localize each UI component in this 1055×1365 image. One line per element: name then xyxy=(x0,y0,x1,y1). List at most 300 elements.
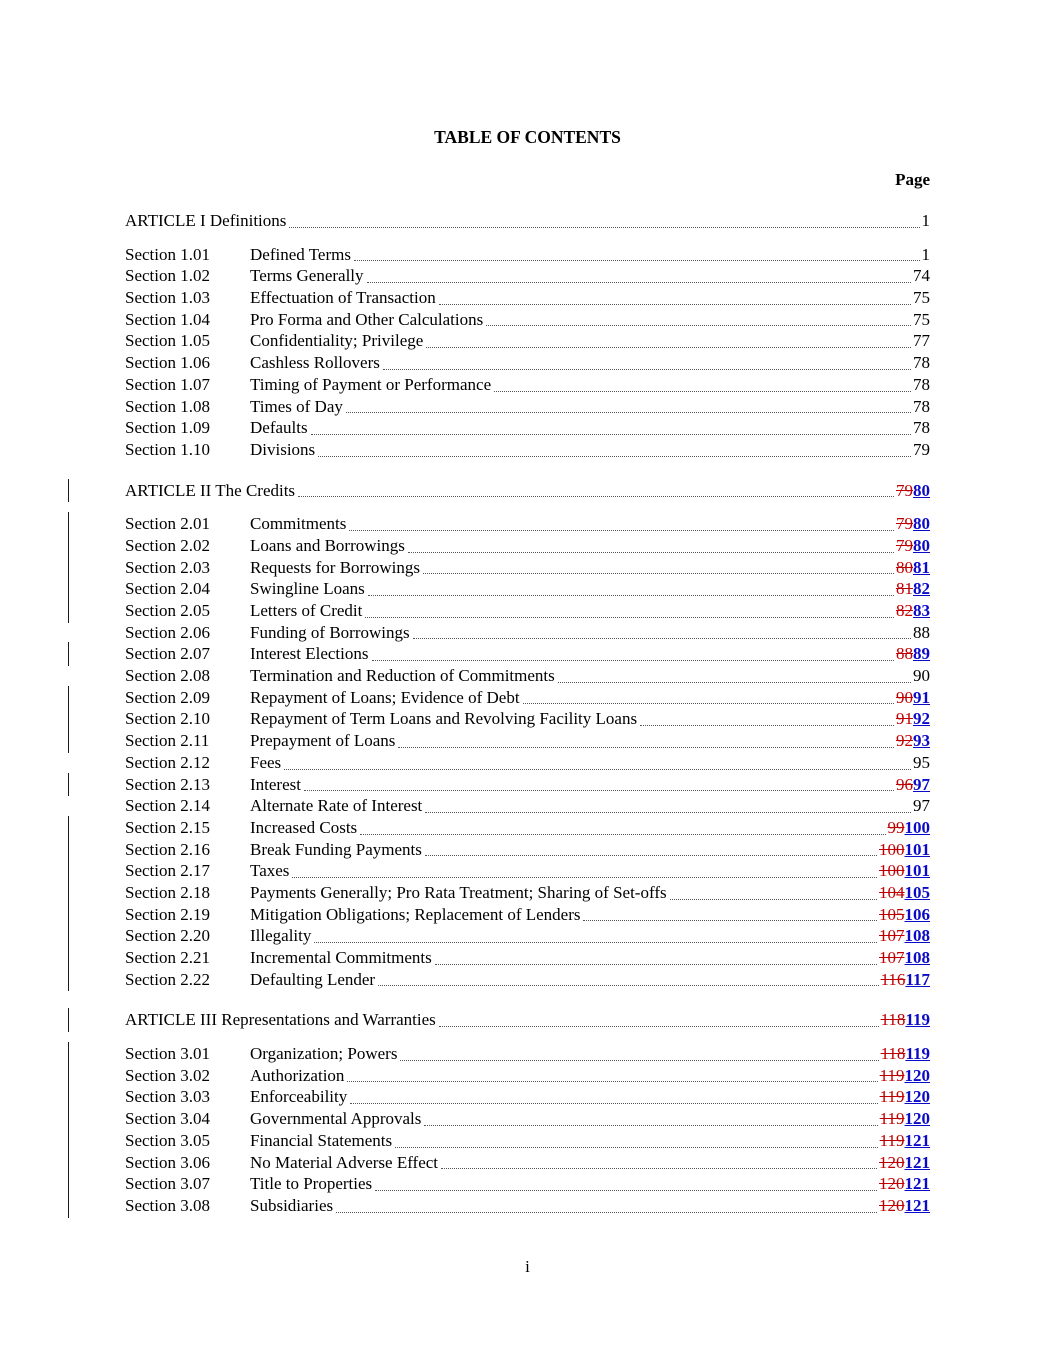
dotted-leader xyxy=(425,855,877,856)
dotted-leader xyxy=(426,347,911,348)
inserted-page-number: 121 xyxy=(904,1130,930,1150)
change-bar xyxy=(68,881,69,905)
section-number: Section 2.07 xyxy=(125,644,210,664)
toc-section-row xyxy=(125,839,930,861)
toc-section-row xyxy=(125,1173,930,1195)
deleted-page-number: 79 xyxy=(896,535,913,555)
section-number: Section 2.11 xyxy=(125,731,210,751)
page-column-label: Page xyxy=(895,170,930,189)
toc-section-row xyxy=(125,374,930,396)
deleted-page-number: 88 xyxy=(896,644,913,664)
section-title: Illegality xyxy=(250,926,312,946)
section-number: Section 3.02 xyxy=(125,1065,210,1085)
page-number xyxy=(896,480,930,502)
section-number: Section 2.06 xyxy=(125,622,210,642)
toc-section-row xyxy=(125,795,930,817)
section-number: Section 2.20 xyxy=(125,926,210,946)
section-number: Section 2.09 xyxy=(125,687,210,707)
section-title: Confidentiality; Privilege xyxy=(250,331,424,351)
toc-section-row xyxy=(125,882,930,904)
page-number xyxy=(896,513,930,535)
dotted-leader xyxy=(336,1212,877,1213)
section-title: No Material Adverse Effect xyxy=(250,1152,439,1172)
dotted-leader xyxy=(367,282,911,283)
dotted-leader xyxy=(439,1026,879,1027)
change-bar xyxy=(68,1172,69,1196)
section-number: Section 3.04 xyxy=(125,1109,210,1129)
toc-section-row xyxy=(125,417,930,439)
toc-section-row xyxy=(125,817,930,839)
dotted-leader xyxy=(558,682,911,683)
page-number-footer: i xyxy=(525,1257,530,1276)
page-number: 88 xyxy=(913,622,930,642)
toc-section-row xyxy=(125,687,930,709)
section-number: Section 2.10 xyxy=(125,709,210,729)
change-bar xyxy=(68,479,69,503)
section-title: Increased Costs xyxy=(250,817,358,837)
deleted-page-number: 82 xyxy=(896,601,913,620)
toc-section-row xyxy=(125,439,930,461)
change-bar xyxy=(68,642,69,666)
section-title: Break Funding Payments xyxy=(250,839,422,859)
change-bar xyxy=(68,707,69,731)
page-number xyxy=(879,925,930,947)
dotted-leader xyxy=(284,769,911,770)
change-bar xyxy=(68,773,69,797)
section-title: Timing of Payment or Performance xyxy=(250,374,492,394)
section-title: Incremental Commitments xyxy=(250,948,432,967)
inserted-page-number: 120 xyxy=(904,1087,930,1107)
page-number xyxy=(879,860,930,882)
section-title: Repayment of Term Loans and Revolving Facility Loans xyxy=(250,709,638,729)
page-number: 95 xyxy=(913,752,930,772)
toc-section-row xyxy=(125,513,930,535)
page-number: 1 xyxy=(921,211,930,230)
section-number: Section 1.05 xyxy=(125,331,210,351)
section-title: Title to Properties xyxy=(250,1174,373,1194)
toc-section-row xyxy=(125,708,930,730)
deleted-page-number: 119 xyxy=(879,1109,905,1129)
page-number: 90 xyxy=(913,666,930,686)
section-number: Section 2.14 xyxy=(125,796,210,816)
section-title: Alternate Rate of Interest xyxy=(250,796,423,816)
dotted-leader xyxy=(494,391,911,392)
inserted-page-number: 101 xyxy=(904,861,930,881)
dotted-leader xyxy=(349,530,894,531)
section-number: Section 1.03 xyxy=(125,288,210,308)
section-title: Payments Generally; Pro Rata Treatment; Sharing of Set-offs xyxy=(250,882,667,902)
dotted-leader xyxy=(298,496,894,497)
section-number: Section 1.04 xyxy=(125,309,210,329)
inserted-page-number: 80 xyxy=(913,480,930,500)
inserted-page-number: 119 xyxy=(905,1010,930,1030)
toc-section-row xyxy=(125,287,930,309)
dotted-leader xyxy=(360,834,885,835)
inserted-page-number: 121 xyxy=(904,1174,930,1194)
dotted-leader xyxy=(314,942,877,943)
page-number xyxy=(879,882,930,904)
dotted-leader xyxy=(486,325,911,326)
section-title: Loans and Borrowings xyxy=(250,535,405,555)
section-number: Section 2.21 xyxy=(125,948,210,967)
deleted-page-number: 116 xyxy=(880,969,906,989)
change-bar xyxy=(68,924,69,948)
page-number xyxy=(879,1173,930,1195)
page-number xyxy=(896,687,930,709)
toc-article-row xyxy=(125,210,930,232)
section-number: Section 1.10 xyxy=(125,439,210,459)
section-number: Section 2.01 xyxy=(125,514,210,534)
toc-section-row xyxy=(125,1043,930,1065)
deleted-page-number: 119 xyxy=(879,1065,905,1085)
deleted-page-number: 79 xyxy=(896,514,913,534)
change-bar xyxy=(68,599,69,623)
toc-section-row xyxy=(125,600,930,622)
dotted-leader xyxy=(365,617,894,618)
deleted-page-number: 120 xyxy=(879,1195,905,1215)
section-number: Section 1.09 xyxy=(125,418,210,438)
change-bar xyxy=(68,1151,69,1175)
toc-section-row xyxy=(125,860,930,882)
deleted-page-number: 99 xyxy=(887,817,905,837)
dotted-leader xyxy=(383,369,911,370)
section-number: Section 2.18 xyxy=(125,882,210,902)
toc-section-row xyxy=(125,1152,930,1174)
inserted-page-number: 89 xyxy=(913,644,930,664)
section-title: Terms Generally xyxy=(250,266,364,286)
page-number xyxy=(880,1108,930,1130)
page-number xyxy=(896,578,930,600)
inserted-page-number: 117 xyxy=(905,969,930,989)
section-title: Pro Forma and Other Calculations xyxy=(250,309,484,329)
inserted-page-number: 81 xyxy=(913,557,930,577)
section-title: Interest Elections xyxy=(250,644,369,664)
toc-section-row xyxy=(125,752,930,774)
section-title: Divisions xyxy=(250,439,316,459)
change-bar xyxy=(68,1107,69,1131)
deleted-page-number: 120 xyxy=(879,1174,905,1194)
dotted-leader xyxy=(318,456,911,457)
change-bar xyxy=(68,1042,69,1066)
section-title: Defaulting Lender xyxy=(250,969,376,989)
inserted-page-number: 108 xyxy=(904,948,930,967)
section-number: Section 1.01 xyxy=(125,244,210,264)
inserted-page-number: 82 xyxy=(913,579,930,599)
section-number: Section 2.05 xyxy=(125,601,210,620)
toc-section-row xyxy=(125,1130,930,1152)
inserted-page-number: 100 xyxy=(904,817,930,837)
inserted-page-number: 120 xyxy=(904,1109,930,1129)
article-label: ARTICLE II The Credits xyxy=(125,480,296,500)
dotted-leader xyxy=(368,595,894,596)
section-title: Enforceability xyxy=(250,1087,348,1107)
page-number: 1 xyxy=(921,244,930,264)
page-number xyxy=(879,839,930,861)
toc-section-row xyxy=(125,947,930,969)
dotted-leader xyxy=(378,985,878,986)
deleted-page-number: 90 xyxy=(896,687,913,707)
page-number: 74 xyxy=(913,266,930,286)
dotted-leader xyxy=(423,573,894,574)
section-number: Section 2.19 xyxy=(125,904,210,924)
page-number xyxy=(881,969,930,991)
deleted-page-number: 118 xyxy=(880,1010,906,1030)
change-bar xyxy=(68,903,69,927)
toc-section-row xyxy=(125,330,930,352)
change-bar xyxy=(68,534,69,558)
page-number: 77 xyxy=(913,331,930,351)
dotted-leader xyxy=(640,725,894,726)
change-bar xyxy=(68,686,69,710)
section-number: Section 2.16 xyxy=(125,839,210,859)
section-title: Termination and Reduction of Commitments xyxy=(250,666,555,686)
toc-section-row xyxy=(125,904,930,926)
dotted-leader xyxy=(347,1081,877,1082)
inserted-page-number: 101 xyxy=(904,839,930,859)
toc-section-row xyxy=(125,309,930,331)
toc-section-row xyxy=(125,396,930,418)
page-number: 97 xyxy=(913,796,930,816)
dotted-leader xyxy=(375,1190,877,1191)
change-bar xyxy=(68,1129,69,1153)
section-title: Funding of Borrowings xyxy=(250,622,410,642)
toc-list xyxy=(125,210,930,1217)
dotted-leader xyxy=(354,260,920,261)
dotted-leader xyxy=(435,964,877,965)
change-bar xyxy=(68,1064,69,1088)
inserted-page-number: 121 xyxy=(904,1195,930,1215)
section-title: Taxes xyxy=(250,861,290,881)
toc-section-row xyxy=(125,535,930,557)
dotted-leader xyxy=(311,434,911,435)
page-title: TABLE OF CONTENTS xyxy=(434,127,621,147)
inserted-page-number: 80 xyxy=(913,514,930,534)
toc-section-row xyxy=(125,578,930,600)
dotted-leader xyxy=(523,703,894,704)
article-label: ARTICLE III Representations and Warranties xyxy=(125,1010,436,1030)
toc-section-row xyxy=(125,557,930,579)
change-bar xyxy=(68,1085,69,1109)
section-number: Section 1.02 xyxy=(125,266,210,286)
section-title: Governmental Approvals xyxy=(250,1109,422,1129)
page-number: 75 xyxy=(913,288,930,308)
section-number: Section 3.03 xyxy=(125,1087,210,1107)
deleted-page-number: 92 xyxy=(896,731,913,751)
deleted-page-number: 120 xyxy=(879,1152,905,1172)
page-number xyxy=(879,947,930,969)
section-number: Section 2.22 xyxy=(125,969,210,989)
section-number: Section 3.05 xyxy=(125,1130,210,1150)
section-number: Section 2.15 xyxy=(125,817,210,837)
section-title: Requests for Borrowings xyxy=(250,557,420,577)
dotted-leader xyxy=(425,812,911,813)
deleted-page-number: 119 xyxy=(879,1130,905,1150)
section-number: Section 3.07 xyxy=(125,1174,210,1194)
change-bar xyxy=(68,816,69,840)
page-number xyxy=(896,557,930,579)
deleted-page-number: 105 xyxy=(879,904,905,924)
section-title: Repayment of Loans; Evidence of Debt xyxy=(250,687,520,707)
toc-section-row xyxy=(125,1195,930,1217)
section-title: Prepayment of Loans xyxy=(250,731,396,751)
page-number xyxy=(879,1152,930,1174)
toc-section-row xyxy=(125,1065,930,1087)
deleted-page-number: 80 xyxy=(896,557,913,577)
page-number: 78 xyxy=(913,353,930,373)
deleted-page-number: 107 xyxy=(879,948,905,967)
dotted-leader xyxy=(400,1060,878,1061)
page-number xyxy=(896,600,930,622)
section-number: Section 3.08 xyxy=(125,1195,210,1215)
dotted-leader xyxy=(395,1147,878,1148)
toc-section-row xyxy=(125,244,930,266)
toc-section-row xyxy=(125,925,930,947)
section-title: Fees xyxy=(250,752,282,772)
page-number xyxy=(888,817,931,839)
inserted-page-number: 91 xyxy=(913,687,930,707)
section-number: Section 2.03 xyxy=(125,557,210,577)
section-number: Section 3.01 xyxy=(125,1044,210,1064)
page-number xyxy=(881,1009,930,1031)
deleted-page-number: 81 xyxy=(896,579,913,599)
article-label: ARTICLE I Definitions xyxy=(125,211,287,230)
toc-article-row xyxy=(125,1009,930,1031)
inserted-page-number: 119 xyxy=(905,1044,930,1064)
change-bar xyxy=(68,729,69,753)
change-bar xyxy=(68,577,69,601)
deleted-page-number: 104 xyxy=(879,882,905,902)
page-number xyxy=(896,535,930,557)
toc-section-row xyxy=(125,643,930,665)
dotted-leader xyxy=(424,1125,877,1126)
page-number xyxy=(880,1086,930,1108)
page-number xyxy=(880,1130,930,1152)
deleted-page-number: 119 xyxy=(879,1087,905,1107)
inserted-page-number: 80 xyxy=(913,535,930,555)
inserted-page-number: 108 xyxy=(904,926,930,946)
section-title: Subsidiaries xyxy=(250,1195,334,1215)
page-number xyxy=(881,1043,930,1065)
section-title: Effectuation of Transaction xyxy=(250,288,436,308)
section-number: Section 1.06 xyxy=(125,353,210,373)
section-title: Defaults xyxy=(250,418,308,438)
deleted-page-number: 100 xyxy=(879,839,905,859)
deleted-page-number: 118 xyxy=(880,1044,906,1064)
change-bar xyxy=(68,1008,69,1032)
section-title: Mitigation Obligations; Replacement of Lenders xyxy=(250,904,581,924)
section-number: Section 2.02 xyxy=(125,535,210,555)
section-title: Letters of Credit xyxy=(250,601,363,620)
deleted-page-number: 107 xyxy=(879,926,905,946)
toc-section-row xyxy=(125,665,930,687)
change-bar xyxy=(68,1194,69,1218)
toc-section-row xyxy=(125,969,930,991)
toc-section-row xyxy=(125,1108,930,1130)
dotted-leader xyxy=(304,790,894,791)
section-number: Section 1.08 xyxy=(125,396,210,416)
page-number: 78 xyxy=(913,374,930,394)
section-title: Defined Terms xyxy=(250,244,351,264)
section-title: Cashless Rollovers xyxy=(250,353,380,373)
page-number: 79 xyxy=(913,439,930,459)
dotted-leader xyxy=(292,877,877,878)
change-bar xyxy=(68,512,69,536)
change-bar xyxy=(68,946,69,970)
dotted-leader xyxy=(289,227,919,228)
dotted-leader xyxy=(439,304,911,305)
toc-article-row xyxy=(125,480,930,502)
page-number xyxy=(896,643,930,665)
page-number xyxy=(896,774,930,796)
section-number: Section 2.17 xyxy=(125,861,210,881)
toc-section-row xyxy=(125,352,930,374)
change-bar xyxy=(68,968,69,992)
section-title: Commitments xyxy=(250,514,347,534)
page-number xyxy=(896,708,930,730)
dotted-leader xyxy=(346,412,911,413)
section-number: Section 3.06 xyxy=(125,1152,210,1172)
inserted-page-number: 105 xyxy=(904,882,930,902)
deleted-page-number: 79 xyxy=(896,480,913,500)
page-number xyxy=(879,1195,930,1217)
dotted-leader xyxy=(372,660,895,661)
section-title: Organization; Powers xyxy=(250,1044,398,1064)
dotted-leader xyxy=(670,899,877,900)
section-title: Financial Statements xyxy=(250,1130,393,1150)
deleted-page-number: 100 xyxy=(879,861,905,881)
deleted-page-number: 91 xyxy=(896,709,913,729)
section-title: Times of Day xyxy=(250,396,343,416)
change-bar xyxy=(68,556,69,580)
toc-section-row xyxy=(125,1086,930,1108)
section-number: Section 2.13 xyxy=(125,774,210,794)
page-number xyxy=(880,1065,930,1087)
dotted-leader xyxy=(408,552,894,553)
inserted-page-number: 106 xyxy=(904,904,930,924)
toc-section-row xyxy=(125,265,930,287)
inserted-page-number: 93 xyxy=(913,731,930,751)
dotted-leader xyxy=(398,747,894,748)
section-title: Interest xyxy=(250,774,301,794)
section-number: Section 2.12 xyxy=(125,752,210,772)
toc-section-row xyxy=(125,622,930,644)
page-number: 75 xyxy=(913,309,930,329)
section-number: Section 2.08 xyxy=(125,666,210,686)
change-bar xyxy=(68,838,69,862)
dotted-leader xyxy=(441,1168,877,1169)
section-number: Section 2.04 xyxy=(125,579,210,599)
toc-section-row xyxy=(125,730,930,752)
page-number: 78 xyxy=(913,418,930,438)
section-number: Section 1.07 xyxy=(125,374,210,394)
dotted-leader xyxy=(350,1103,877,1104)
page-number: 78 xyxy=(913,396,930,416)
inserted-page-number: 92 xyxy=(913,709,930,729)
section-title: Authorization xyxy=(250,1065,345,1085)
change-bar xyxy=(68,859,69,883)
inserted-page-number: 83 xyxy=(913,601,930,620)
toc-section-row xyxy=(125,774,930,796)
dotted-leader xyxy=(413,638,911,639)
inserted-page-number: 97 xyxy=(913,774,930,794)
deleted-page-number: 96 xyxy=(896,774,913,794)
section-title: Swingline Loans xyxy=(250,579,365,599)
inserted-page-number: 120 xyxy=(904,1065,930,1085)
page-number xyxy=(879,904,930,926)
dotted-leader xyxy=(583,920,877,921)
inserted-page-number: 121 xyxy=(904,1152,930,1172)
page-number xyxy=(896,730,930,752)
